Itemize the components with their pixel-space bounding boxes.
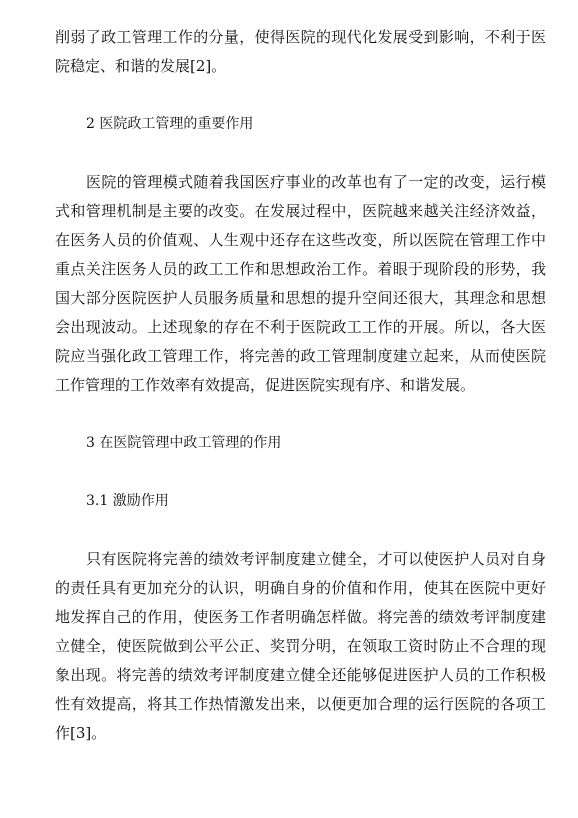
paragraph-gap [55, 400, 546, 429]
paragraph-continuation: 削弱了政工管理工作的分量，使得医院的现代化发展受到影响，不利于医院稳定、和谐的发展[2]。 [55, 28, 546, 75]
heading-gap [55, 458, 546, 487]
heading-gap [55, 139, 546, 168]
subsection-heading-3-1: 3.1 激励作用 [86, 493, 169, 509]
paragraph-section-2: 医院的管理模式随着我国医疗事业的改革也有了一定的改变，运行模式和管理机制是主要的改变。在发展过程中，医院越来越关注经济效益，在医务人员的价值观、人生观中还存在这些改变，所以医院在管理工作中重点关注医务人员的政工工作和思想政治工作。着眼于现阶段的形势，我国大部分医院医护人员服务质量和思想的提升空间还很大，其理念和思想会出现波动。上述现象的存在不利于医院政工工作的开展。所以，各大医院应当强化政工管理工作，将完善的政工管理制度建立起来，从而使医院工作管理的工作效率有效提高，促进医院实现有序、和谐发展。 [55, 173, 546, 394]
paragraph-section-3-1: 只有医院将完善的绩效考评制度建立健全，才可以使医护人员对自身的责任具有更加充分的认识，明确自身的价值和作用，使其在医院中更好地发挥自己的作用，使医务工作者明确怎样做。将完善的绩效考评制度建立健全，使医院做到公平公正、奖罚分明，在领取工资时防止不合理的现象出现。将完善的绩效考评制度建立健全还能够促进医护人员的工作积极性有效提高，将其工作热情激发出来，以便更加合理的运行医院的各项工作[3]。 [55, 550, 546, 742]
section-heading-2: 2 医院政工管理的重要作用 [86, 116, 254, 132]
heading-gap [55, 516, 546, 545]
paragraph-gap [55, 81, 546, 110]
section-heading-3: 3 在医院管理中政工管理的作用 [86, 435, 282, 451]
